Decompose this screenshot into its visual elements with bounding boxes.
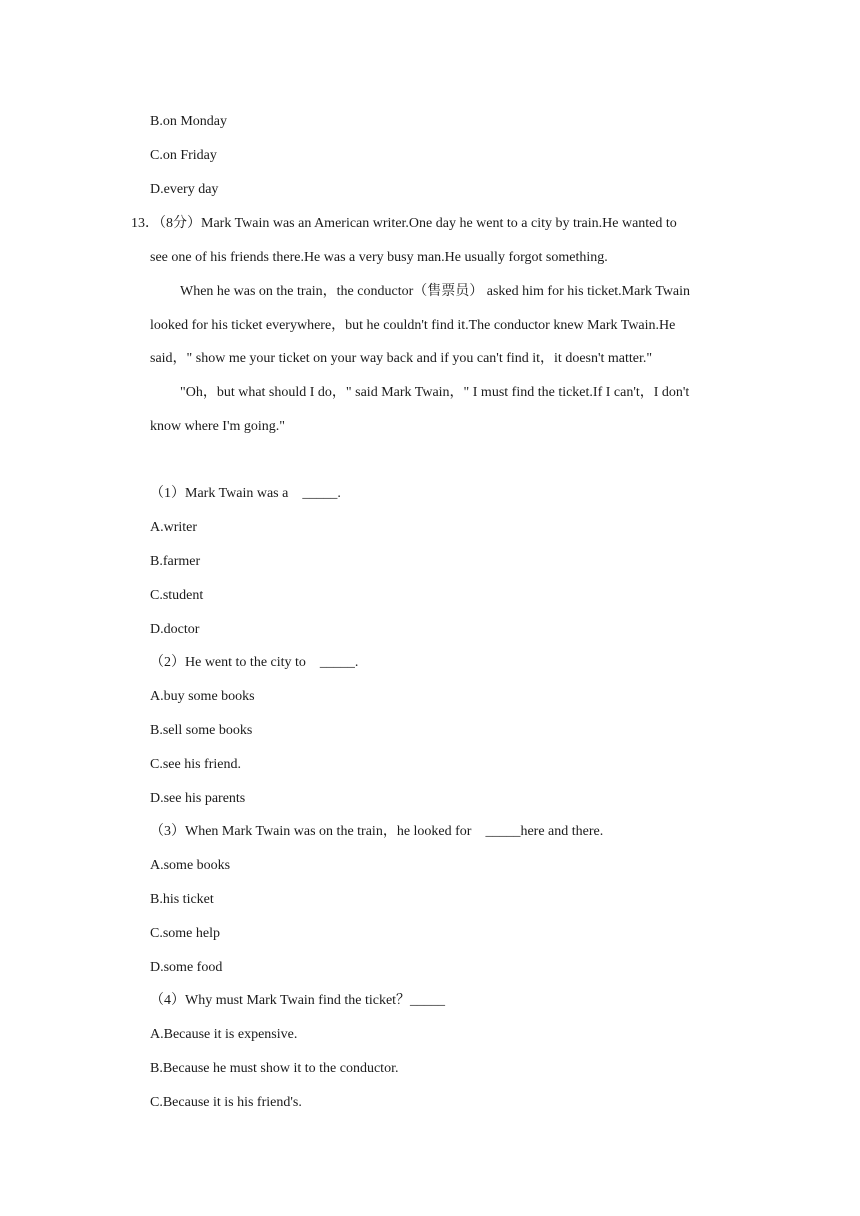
option-c-previous: C.on Friday — [150, 148, 217, 163]
sub-question-4-option-b: B.Because he must show it to the conductor. — [150, 1061, 399, 1076]
passage-line-6: "Oh，but what should I do，" said Mark Twain，" I must find the ticket.If I can't，I don't — [180, 385, 690, 400]
sub-question-1-option-b: B.farmer — [150, 554, 201, 569]
sub-question-4-option-a: A.Because it is expensive. — [150, 1027, 298, 1042]
passage-line-4: looked for his ticket everywhere，but he couldn't find it.The conductor knew Mark Twain.He — [150, 318, 676, 333]
passage-line-2: see one of his friends there.He was a very busy man.He usually forgot something. — [150, 250, 608, 265]
option-b-previous: B.on Monday — [150, 114, 227, 129]
passage-line-5: said，" show me your ticket on your way back and if you can't find it，it doesn't matter." — [150, 351, 653, 366]
sub-question-3-option-d: D.some food — [150, 960, 223, 975]
sub-question-2-option-b: B.sell some books — [150, 723, 253, 738]
sub-question-1-stem: （1）Mark Twain was a _____. — [150, 486, 341, 501]
option-d-previous: D.every day — [150, 182, 219, 197]
question-points: （8分） — [159, 216, 201, 231]
sub-question-4-option-c: C.Because it is his friend's. — [150, 1095, 302, 1110]
sub-question-2-stem: （2）He went to the city to _____. — [150, 655, 359, 670]
sub-question-2-option-d: D.see his parents — [150, 791, 246, 806]
passage-line-1: Mark Twain was an American writer.One day he went to a city by train.He wanted to — [201, 216, 677, 231]
sub-question-3-option-c: C.some help — [150, 926, 220, 941]
passage-line-3: When he was on the train，the conductor（售票员） asked him for his ticket.Mark Twain — [180, 284, 691, 299]
sub-question-3-option-b: B.his ticket — [150, 892, 214, 907]
sub-question-1-option-c: C.student — [150, 588, 204, 603]
sub-question-1-option-a: A.writer — [150, 520, 198, 535]
question-13-header — [131, 214, 677, 234]
sub-question-3-stem: （3）When Mark Twain was on the train，he looked for _____here and there. — [150, 824, 604, 839]
sub-question-4-stem: （4）Why must Mark Twain find the ticket？_____ — [150, 993, 446, 1008]
passage-line-7: know where I'm going." — [150, 419, 285, 434]
sub-question-3-option-a: A.some books — [150, 858, 231, 873]
sub-question-2-option-c: C.see his friend. — [150, 757, 241, 772]
sub-question-2-option-a: A.buy some books — [150, 689, 255, 704]
sub-question-1-option-d: D.doctor — [150, 622, 200, 637]
question-number: 13． — [131, 216, 159, 231]
